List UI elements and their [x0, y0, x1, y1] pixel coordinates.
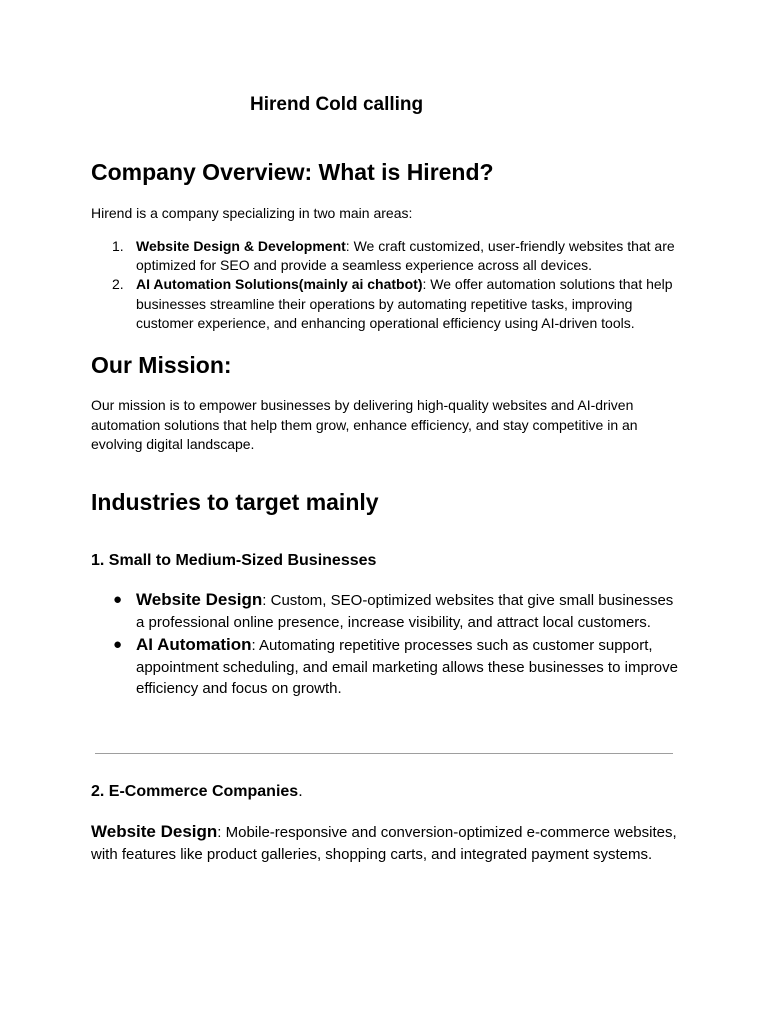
mission-text: Our mission is to empower businesses by delivering high-quality websites and AI-driven automation solutions that help them grow, enhance efficiency, and stay competitive in an evolving digital landscape.	[91, 397, 638, 452]
service-description: We craft customized, user-friendly websites that are optimized for SEO and provide a seamless experience across all devices.	[136, 238, 675, 274]
list-number: 2.	[112, 276, 124, 293]
bullet-icon: ●	[113, 636, 123, 653]
item-label: Website Design	[91, 822, 218, 841]
label-separator: :	[422, 276, 427, 293]
overview-heading: Company Overview: What is Hirend?	[91, 159, 494, 185]
service-label: Website Design & Development	[136, 238, 346, 254]
label-separator: :	[345, 238, 350, 254]
ecommerce-heading	[91, 782, 303, 802]
list-item	[91, 275, 681, 333]
label-separator: :	[262, 592, 267, 609]
service-description: We offer automation solutions that help businesses streamline their operations by automating repetitive tasks, improving customer experience, and enhancing operational efficiency using AI-driven tools.	[136, 276, 673, 331]
industries-heading: Industries to target mainly	[91, 489, 379, 515]
item-label: AI Automation	[136, 635, 252, 654]
bullet-icon: ●	[113, 591, 123, 608]
overview-intro: Hirend is a company specializing in two main areas:	[91, 205, 413, 221]
list-item	[91, 589, 681, 633]
smb-list	[91, 589, 681, 701]
item-label: Website Design	[136, 590, 263, 609]
list-number: 1.	[112, 238, 124, 254]
item-description: Mobile-responsive and conversion-optimized e-commerce websites, with features like product galleries, shopping carts, and integrated payment systems.	[91, 824, 677, 863]
list-item	[91, 634, 681, 700]
horizontal-divider	[95, 753, 673, 754]
label-separator: :	[217, 824, 222, 841]
item-description: Automating repetitive processes such as customer support, appointment scheduling, and email marketing allows these businesses to improve efficiency and focus on growth.	[136, 637, 678, 697]
item-description: Custom, SEO-optimized websites that give small businesses a professional online presence, increase visibility, and attract local customers.	[136, 592, 674, 631]
mission-heading: Our Mission:	[91, 352, 232, 378]
label-separator: :	[251, 637, 256, 654]
smb-heading: 1. Small to Medium-Sized Businesses	[91, 552, 377, 569]
service-label: AI Automation Solutions(mainly ai chatbot)	[136, 276, 423, 293]
ecommerce-heading-suffix: .	[298, 783, 303, 800]
ecommerce-heading-text: 2. E-Commerce Companies	[91, 783, 299, 800]
ecommerce-website-text	[91, 821, 681, 865]
list-item	[91, 237, 681, 275]
services-list	[91, 237, 681, 333]
document-title: Hirend Cold calling	[250, 94, 424, 115]
